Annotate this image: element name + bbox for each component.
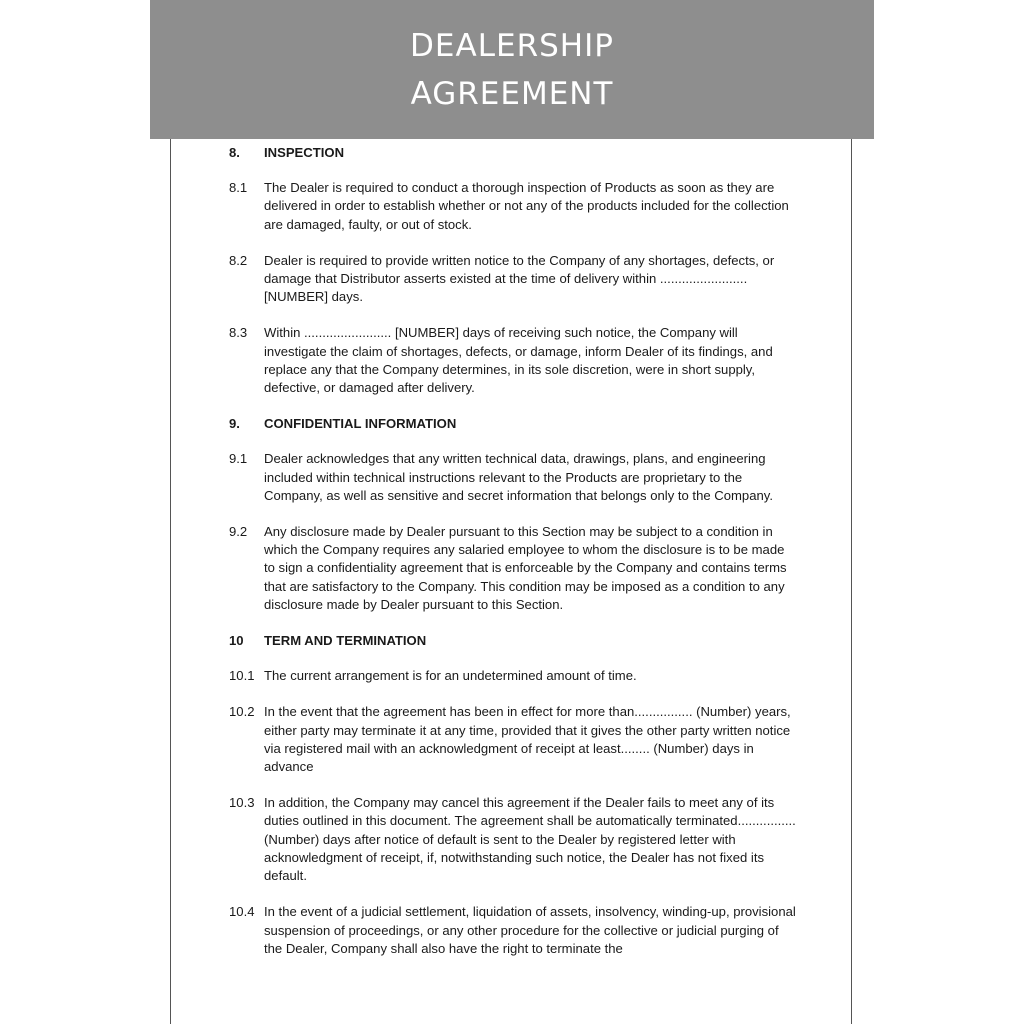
clause xyxy=(229,667,797,685)
clause-text: Dealer acknowledges that any written technical data, drawings, plans, and engineering included within technical instructions relevant to the Products are proprietary to the Company, as well as sensitive and secret information that belongs only to the Company. xyxy=(264,451,773,503)
banner-title-line-1: DEALERSHIP xyxy=(410,27,614,64)
clause-number: 10.4 xyxy=(229,904,255,920)
clause-number: 10.2 xyxy=(229,704,255,720)
clause-number: 8.2 xyxy=(229,252,248,268)
clause-number: 10.1 xyxy=(229,668,255,684)
section-heading xyxy=(229,632,797,650)
clause-text: The Dealer is required to conduct a thorough inspection of Products as soon as they are delivered in order to establish whether or not any of the products included for the collection are damaged, faulty, or out of stock. xyxy=(264,180,789,232)
clause xyxy=(229,703,797,776)
section-title: CONFIDENTIAL INFORMATION xyxy=(264,416,457,432)
clause-number: 9.2 xyxy=(229,524,248,540)
clause-text: In the event of a judicial settlement, liquidation of assets, insolvency, winding-up, provisional suspension of proceedings, or any other procedure for the collective or judicial purging of the Dealer, Company shall also have the right to terminate the xyxy=(264,904,796,956)
clause xyxy=(229,252,797,307)
clause xyxy=(229,324,797,397)
title-banner xyxy=(150,0,874,139)
section-title: INSPECTION xyxy=(264,145,345,160)
section-heading xyxy=(229,144,797,162)
section-number: 8. xyxy=(229,145,240,160)
clause-number: 9.1 xyxy=(229,451,248,467)
clause-text: Any disclosure made by Dealer pursuant to this Section may be subject to a condition in which the Company requires any salaried employee to whom the disclosure is to be made to sign a confidentiality agreement that is enforceable by the Company and contains terms that are satisfactory to the Company. This condition may be imposed as a condition to any disclosure made by Dealer pursuant to this Section. xyxy=(264,524,787,612)
clause-text: In addition, the Company may cancel this agreement if the Dealer fails to meet any of its duties outlined in this document. The agreement shall be automatically terminated................ (Number) days after notice of default is sent to the Dealer by registered letter with acknowledgment of receipt, if, notwithstanding such notice, the Dealer has not fixed its default. xyxy=(264,795,796,884)
clause-text: The current arrangement is for an undetermined amount of time. xyxy=(264,668,637,684)
section-heading xyxy=(229,415,797,433)
clause xyxy=(229,179,797,234)
section-number: 9. xyxy=(229,416,240,432)
clause xyxy=(229,450,797,505)
clause xyxy=(229,903,797,958)
document-body xyxy=(229,144,797,976)
clause-number: 8.1 xyxy=(229,180,248,196)
clause-text: In the event that the agreement has been in effect for more than................ (Number) years, either party may terminate it at any time, provided that it gives the other party written notice via registered mail with an acknowledgment of receipt at least........ (Number) days in advance xyxy=(264,704,791,775)
clause xyxy=(229,523,797,614)
clause-number: 10.3 xyxy=(229,795,255,811)
clause-text: Dealer is required to provide written notice to the Company of any shortages, defects, or damage that Distributor asserts existed at the time of delivery within ........................ [NUMBER] days. xyxy=(264,252,775,305)
clause xyxy=(229,794,797,885)
clause-number: 8.3 xyxy=(229,325,248,341)
banner-title-line-2: AGREEMENT xyxy=(410,75,614,112)
section-number: 10 xyxy=(229,633,244,649)
clause-text: Within ........................ [NUMBER] days of receiving such notice, the Company will investigate the claim of shortages, defects, or damage, inform Dealer of its findings, and replace any that the Company determines, in its sole discretion, were in short supply, defective, or damaged after delivery. xyxy=(264,325,773,396)
section-title: TERM AND TERMINATION xyxy=(264,633,427,649)
